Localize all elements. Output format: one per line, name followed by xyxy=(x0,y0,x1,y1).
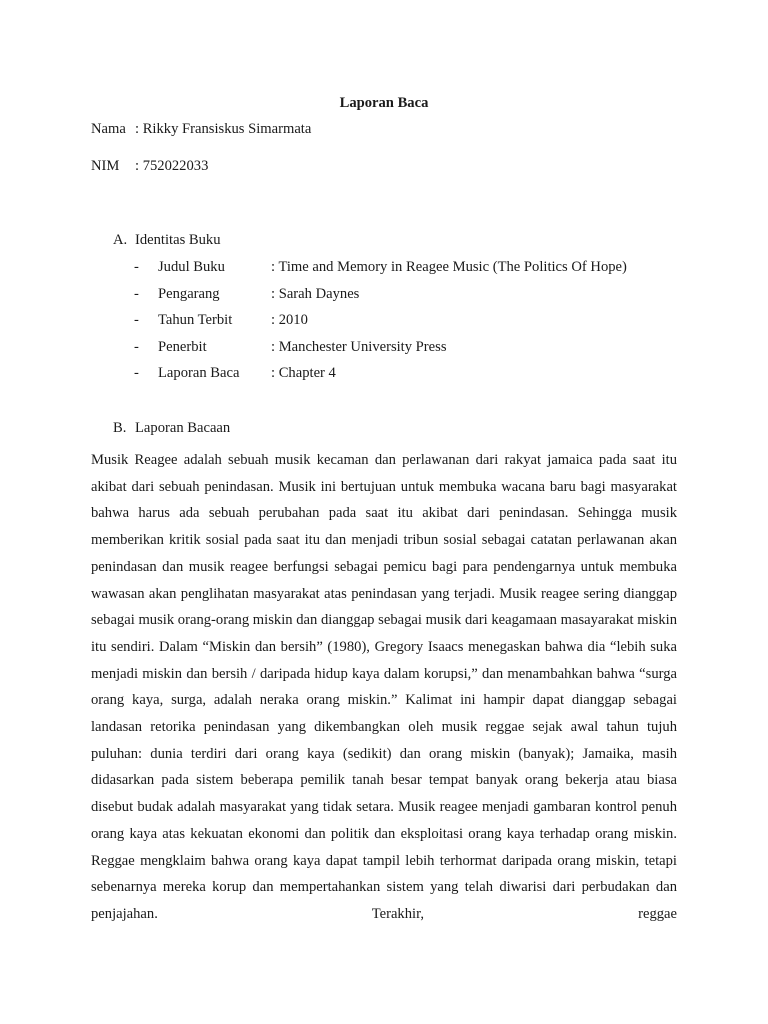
item-key: Laporan Baca xyxy=(158,365,240,382)
item-key: Tahun Terbit xyxy=(158,312,233,329)
name-value: : Rikky Fransiskus Simarmata xyxy=(135,121,312,137)
item-key: Penerbit xyxy=(158,338,207,355)
nim-label: NIM xyxy=(91,158,120,174)
list-item xyxy=(134,285,627,312)
section-b-heading xyxy=(113,419,230,437)
list-dash: - xyxy=(134,365,139,382)
name-row xyxy=(91,120,311,138)
item-value: : Sarah Daynes xyxy=(271,285,360,302)
list-item xyxy=(134,338,627,365)
list-dash: - xyxy=(134,259,139,275)
book-identity-list xyxy=(134,258,627,391)
list-dash: - xyxy=(134,338,139,355)
section-a-letter: A. xyxy=(113,232,128,248)
document-title: Laporan Baca xyxy=(339,95,429,111)
item-value: : Manchester University Press xyxy=(271,338,447,355)
item-key: Judul Buku xyxy=(158,259,225,275)
section-b-letter: B. xyxy=(113,420,127,436)
list-item xyxy=(134,258,627,285)
list-dash: - xyxy=(134,285,139,302)
section-a-heading xyxy=(113,231,221,249)
list-item xyxy=(134,311,627,338)
nim-value: : 752022033 xyxy=(135,158,209,174)
item-value: : Chapter 4 xyxy=(271,365,336,382)
name-label: Nama xyxy=(91,121,126,137)
item-key: Pengarang xyxy=(158,285,220,302)
section-a-title: Identitas Buku xyxy=(135,232,221,248)
report-paragraph: Musik Reagee adalah sebuah musik kecaman dan perlawanan dari rakyat jamaica pada saat itu akibat dari sebuah penindasan. Musik ini bertujuan untuk membuka wacana baru bagi masyarakat bahwa harus ada sebuah perubahan pada saat itu akibat dari penindasan. Sehingga musik memberikan kritik sosial pada saat itu dan menjadi tribun sosial sebagai catatan perlawanan akan penindasan dan musik reagee berfungsi sebagai pemicu bagi para pendengarnya untuk membuka wawasan akan penglihatan masyarakat atas penindasan yang terjadi. Musik reagee sering dianggap sebagai musik orang-orang miskin dan dianggap sebagai musik dari keagamaan masayarakat miskin itu sendiri. Dalam “Miskin dan bersih” (1980), Gregory Isaacs menegaskan bahwa dia “lebih suka menjadi miskin dan bersih / daripada hidup kaya dalam korupsi,” dan menambahkan bahwa “surga orang kaya, surga, adalah neraka orang miskin.” Kalimat ini hampir dapat dianggap sebagai landasan retorika penindasan yang dikembangkan oleh musik reggae sejak awal tahun tujuh puluhan: dunia terdiri dari orang kaya (sedikit) dan orang miskin (banyak); Jamaika, masih didasarkan pada sistem beberapa pemilik tanah besar tempat banyak orang bekerja atau biasa disebut budak adalah masyarakat yang tidak setara. Musik reagee menjadi gambaran kontrol penuh orang kaya atas kekuatan ekonomi dan politik dan eksploitasi orang kaya terhadap orang miskin. Reggae mengklaim bahwa orang kaya dapat tampil lebih terhormat daripada orang miskin, tetapi sebenarnya mereka korup dan mempertahankan sistem yang telah diwarisi dari perbudakan dan penjajahan. Terakhir, reggae xyxy=(91,452,677,922)
item-value: : 2010 xyxy=(271,312,308,329)
list-item xyxy=(134,364,627,391)
list-dash: - xyxy=(134,312,139,329)
nim-row xyxy=(91,157,208,175)
section-b-title: Laporan Bacaan xyxy=(135,420,231,436)
item-value: : Time and Memory in Reagee Music (The Politics Of Hope) xyxy=(271,259,627,275)
